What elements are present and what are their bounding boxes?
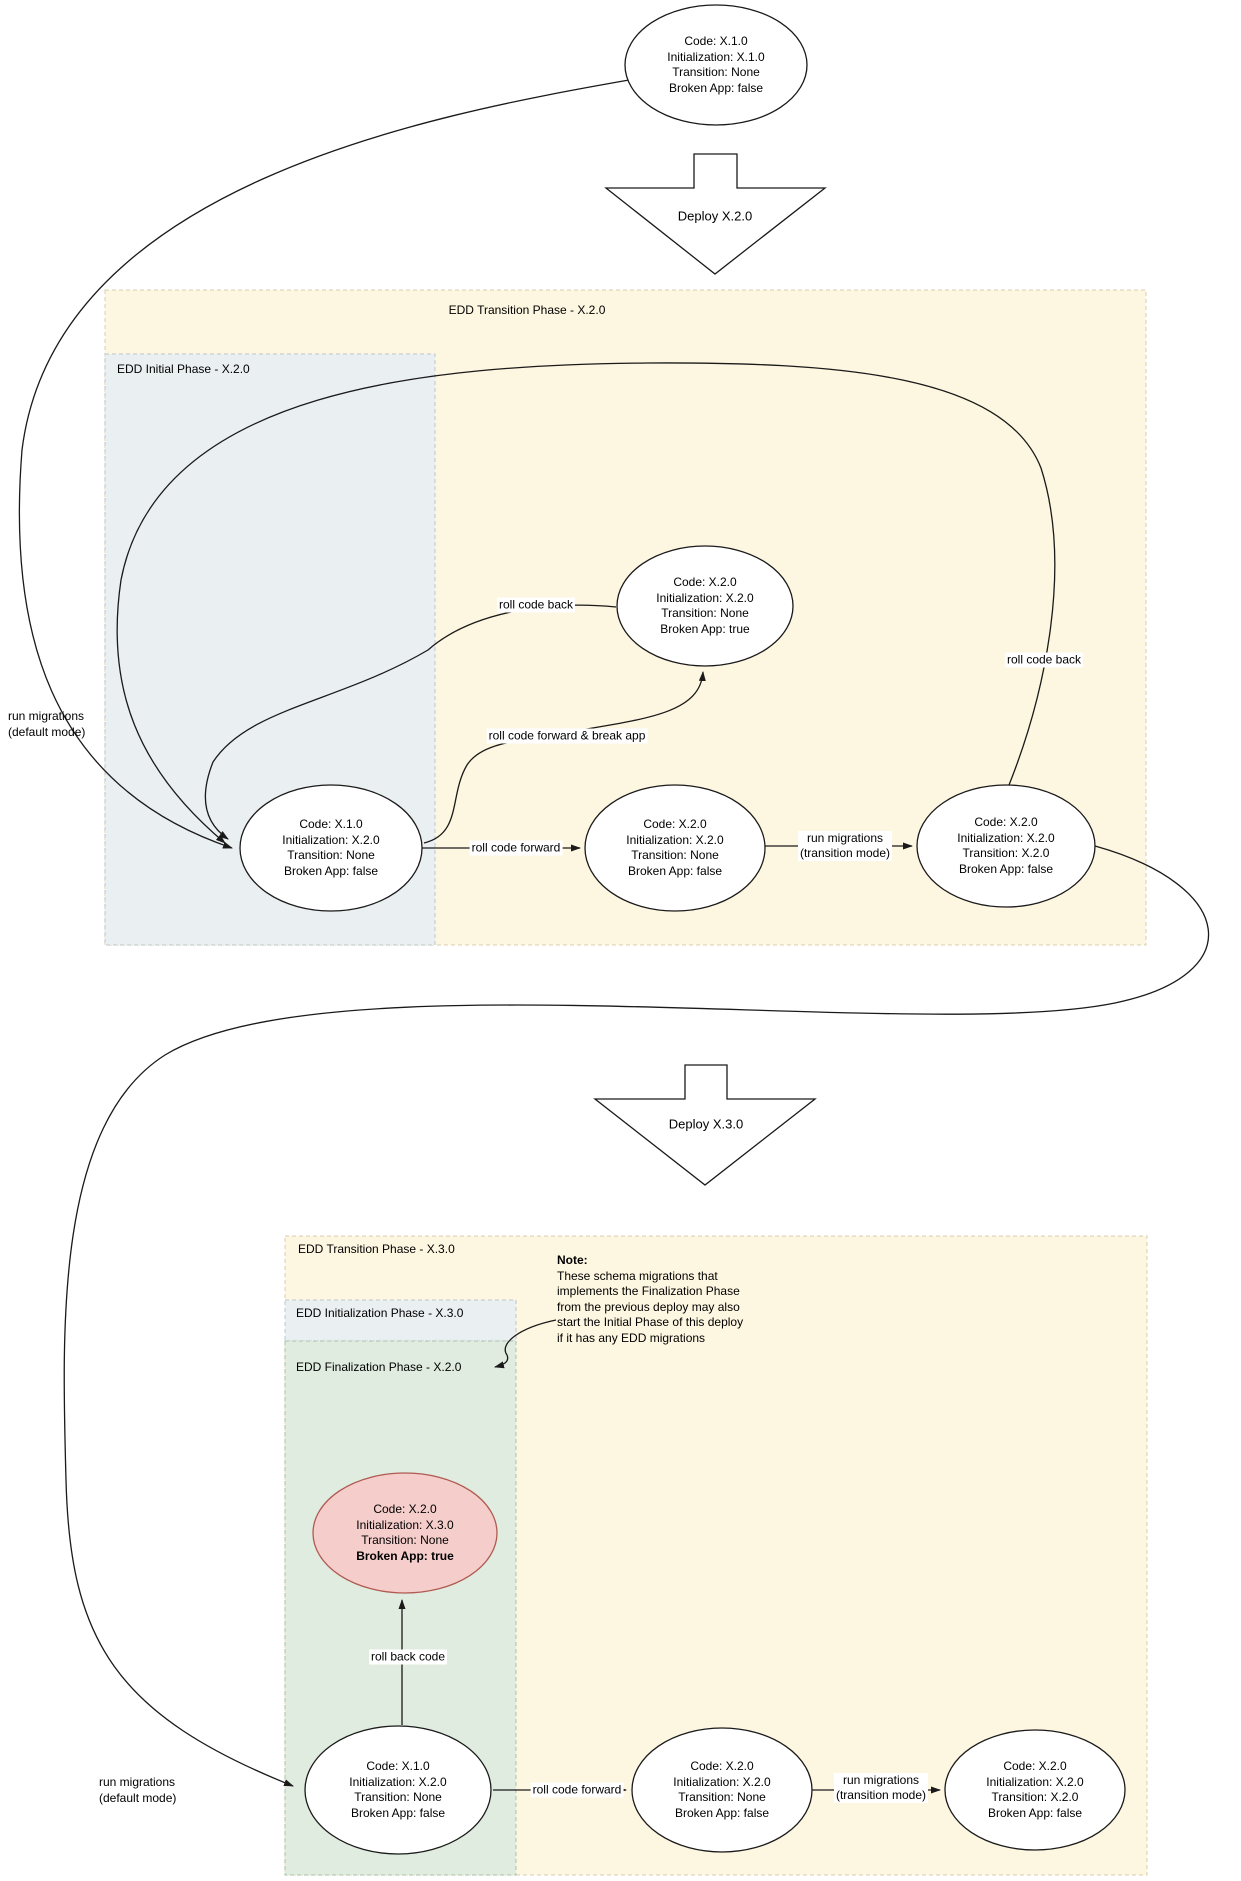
state-text-p2-initial: Code: X.1.0 Initialization: X.2.0 Transition: None Broken App: false <box>349 1759 447 1820</box>
deploy-label-x30: Deploy X.3.0 <box>668 1116 744 1132</box>
edge-label-roll-code-back-left: roll code back <box>498 597 574 612</box>
edge-label-roll-code-forward-2: roll code forward <box>532 1782 622 1797</box>
state-text-p1-final: Code: X.2.0 Initialization: X.2.0 Transition: X.2.0 Broken App: false <box>957 815 1055 876</box>
edge-label-run-migrations-default-1: run migrations (default mode) <box>8 709 86 739</box>
state-text-p2-mid: Code: X.2.0 Initialization: X.2.0 Transition: None Broken App: false <box>673 1759 771 1820</box>
state-text-p2-final: Code: X.2.0 Initialization: X.2.0 Transition: X.2.0 Broken App: false <box>986 1759 1084 1820</box>
state-text-p1-mid: Code: X.2.0 Initialization: X.2.0 Transition: None Broken App: false <box>626 817 724 878</box>
state-text-p1-broken: Code: X.2.0 Initialization: X.2.0 Transition: None Broken App: true <box>656 575 754 636</box>
note-line: if it has any EDD migrations <box>557 1330 706 1345</box>
state-text-start: Code: X.1.0 Initialization: X.1.0 Transition: None Broken App: false <box>667 34 765 95</box>
phase-title-initialization-x30: EDD Initialization Phase - X.3.0 <box>296 1306 464 1320</box>
deploy-label-x20: Deploy X.2.0 <box>677 208 753 224</box>
state-text-p1-initial: Code: X.1.0 Initialization: X.2.0 Transition: None Broken App: false <box>282 817 380 878</box>
edge-label-run-migrations-transition-2: run migrations (transition mode) <box>835 1773 927 1802</box>
note-line: from the previous deploy may also <box>557 1299 740 1314</box>
edge-label-run-migrations-default-2: run migrations (default mode) <box>99 1775 177 1805</box>
edge-label-roll-back-code: roll back code <box>370 1649 446 1664</box>
note-line: implements the Finalization Phase <box>557 1284 740 1298</box>
phase-title-transition-x20: EDD Transition Phase - X.2.0 <box>448 303 606 317</box>
edge-label-run-migrations-transition-1: run migrations (transition mode) <box>799 831 891 860</box>
phase-title-initial-x20: EDD Initial Phase - X.2.0 <box>117 362 250 376</box>
edge-label-roll-code-forward-break: roll code forward & break app <box>488 728 646 743</box>
note-line: These schema migrations that <box>557 1268 718 1283</box>
phase-title-finalization-x20: EDD Finalization Phase - X.2.0 <box>296 1360 462 1374</box>
note <box>557 1253 757 1346</box>
edge-label-roll-code-forward-1: roll code forward <box>471 840 561 855</box>
note-title: Note: <box>557 1253 588 1267</box>
note-line: start the Initial Phase of this deploy <box>557 1315 744 1329</box>
edge-label-roll-code-back-right: roll code back <box>1006 652 1082 667</box>
phase-title-transition-x30: EDD Transition Phase - X.3.0 <box>298 1242 455 1256</box>
state-text-p2-broken: Code: X.2.0 Initialization: X.3.0 Transition: None Broken App: true <box>356 1502 454 1563</box>
